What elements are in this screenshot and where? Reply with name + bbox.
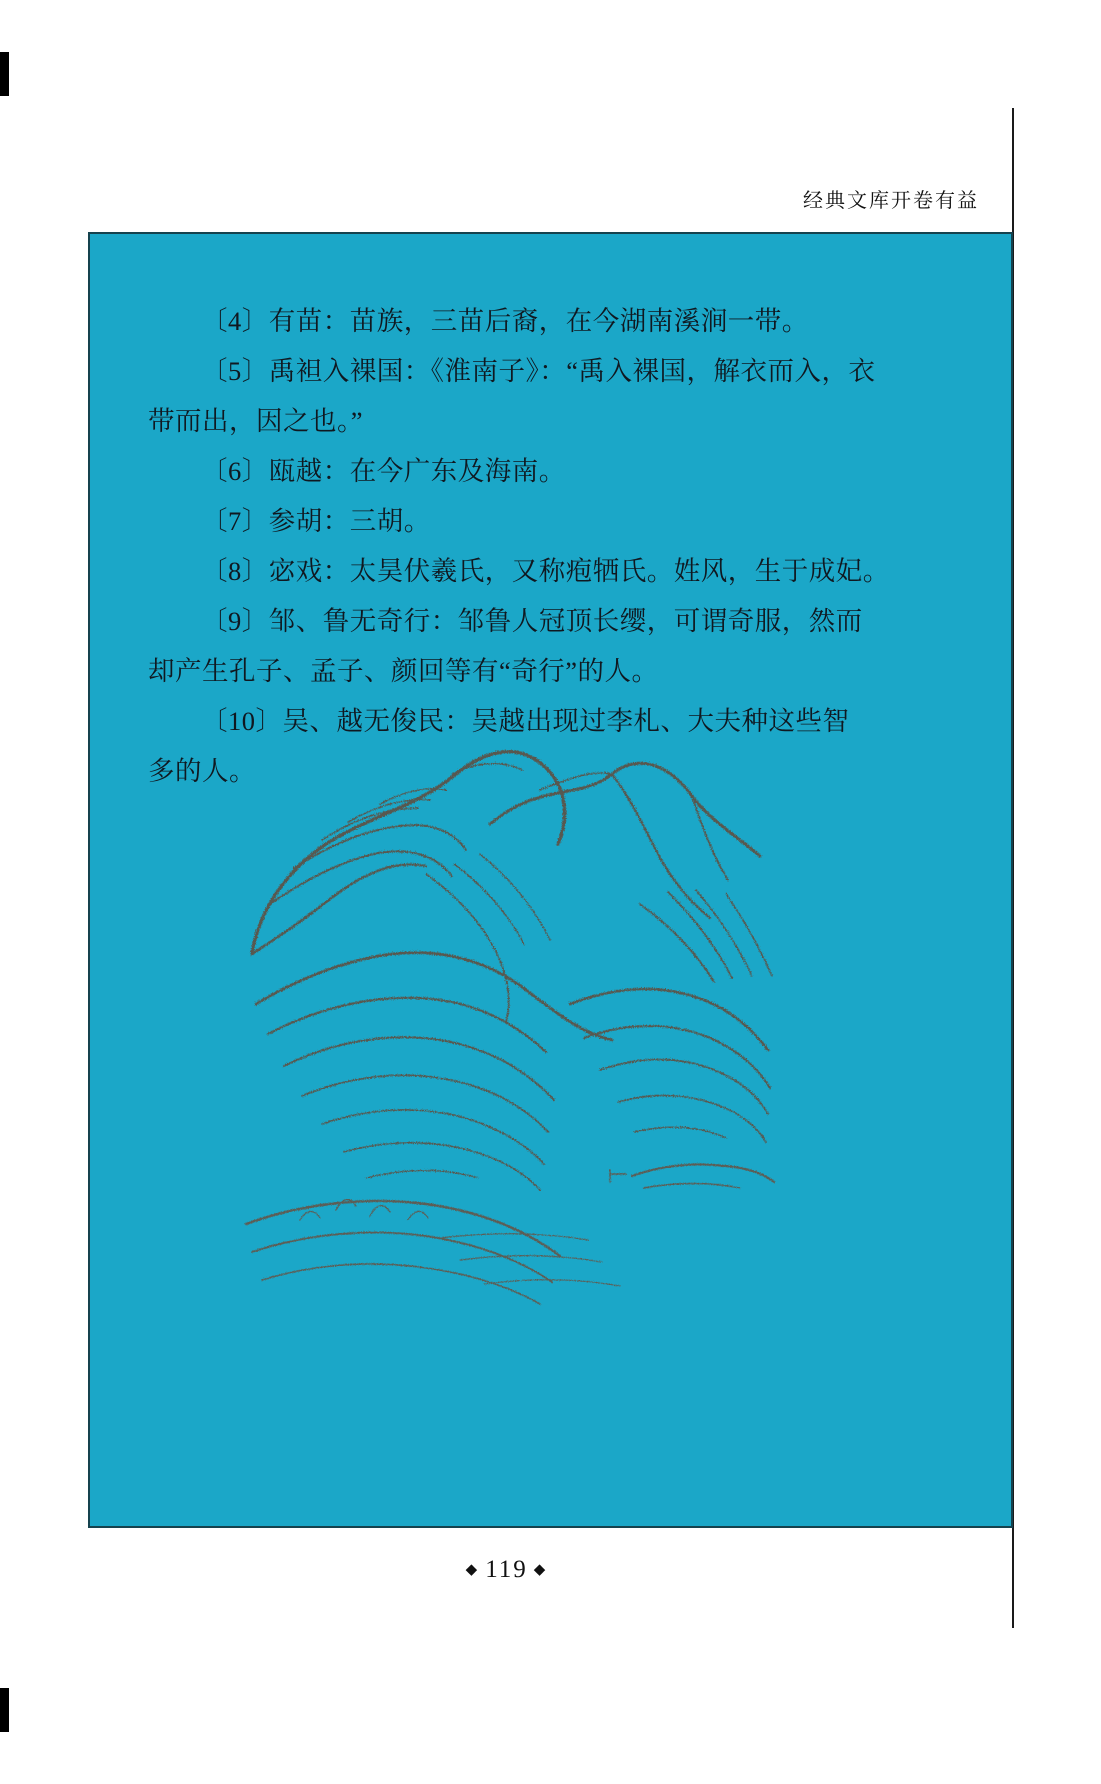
- annotation-item-4: 〔4〕有苗：苗族，三苗后裔，在今湖南溪涧一带。: [201, 306, 809, 336]
- folio-ornament-left: ◆: [465, 1562, 480, 1578]
- annotation-item-5: 〔5〕禹袒入裸国：《淮南子》：“禹入裸国，解衣而入，衣: [201, 356, 876, 386]
- annotation-item-7: 〔7〕参胡：三胡。: [201, 506, 431, 536]
- running-head: 经典文库开卷有益: [803, 190, 979, 212]
- folio-ornament-right: ◆: [533, 1562, 548, 1578]
- annotation-item-6: 〔6〕瓯越：在今广东及海南。: [201, 456, 566, 486]
- annotation-item-8: 〔8〕宓戏：太昊伏羲氏，又称疱牺氏。姓风，生于成妃。: [201, 556, 890, 586]
- ink-landscape-illustration: [240, 704, 780, 1314]
- print-registration-mark-bottom: [0, 1688, 9, 1732]
- content-panel: [88, 232, 1013, 1528]
- annotation-item-9-cont: 却产生孔子、孟子、颜回等有“奇行”的人。: [148, 656, 659, 686]
- folio-number: 119: [485, 1556, 528, 1583]
- page-folio: [0, 1556, 1013, 1584]
- annotation-item-10: 〔10〕吴、越无俊民：吴越出现过李札、大夫种这些智: [201, 706, 850, 736]
- annotation-item-5-cont: 带而出，因之也。”: [148, 406, 364, 436]
- annotation-item-9: 〔9〕邹、鲁无奇行：邹鲁人冠顶长缨，可谓奇服，然而: [201, 606, 863, 636]
- print-registration-mark-top: [0, 52, 9, 96]
- annotation-item-10-cont: 多的人。: [148, 756, 256, 786]
